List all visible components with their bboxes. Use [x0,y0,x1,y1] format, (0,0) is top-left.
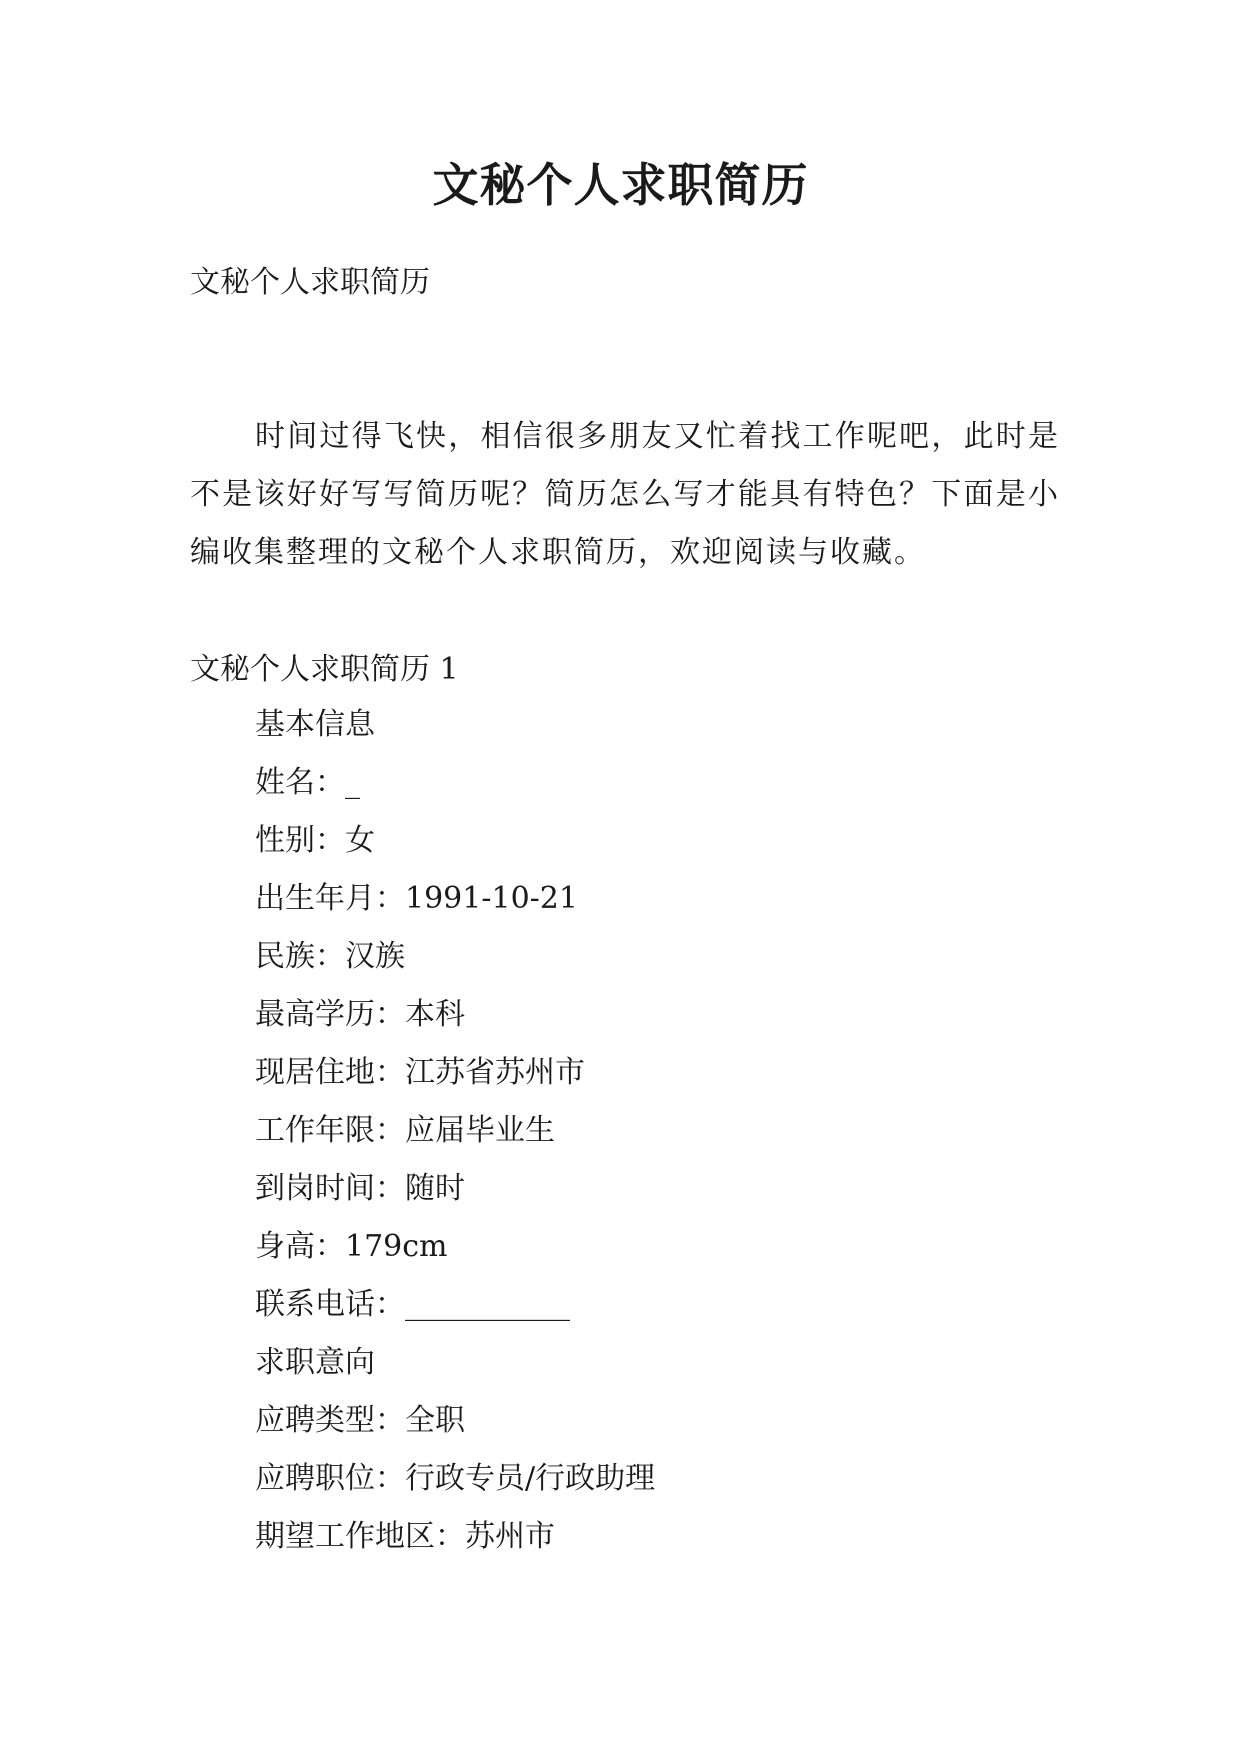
document-title: 文秘个人求职简历 [432,158,809,212]
intent-heading: 求职意向 [255,1345,375,1380]
field-availability: 到岗时间：随时 [255,1171,465,1206]
field-work-years: 工作年限：应届毕业生 [255,1113,555,1148]
intent-position: 应聘职位：行政专员/行政助理 [255,1461,656,1496]
field-ethnicity: 民族：汉族 [255,939,405,974]
intent-type: 应聘类型：全职 [255,1403,465,1438]
field-residence: 现居住地：江苏省苏州市 [255,1055,585,1090]
document-subtitle: 文秘个人求职简历 [190,265,430,300]
section-title: 文秘个人求职简历 1 [190,652,459,687]
field-phone: 联系电话：___________ [255,1287,570,1322]
field-name: 姓名：_ [255,765,360,800]
field-gender: 性别：女 [255,823,375,858]
basic-info-heading: 基本信息 [255,707,375,742]
field-education: 最高学历：本科 [255,997,465,1032]
intent-location: 期望工作地区：苏州市 [255,1519,555,1554]
field-height: 身高：179cm [255,1229,448,1264]
field-birth-date: 出生年月：1991-10-21 [255,881,578,916]
intro-paragraph: 时间过得飞快，相信很多朋友又忙着找工作呢吧，此时是不是该好好写写简历呢？简历怎么写才能具有特色？下面是小编收集整理的文秘个人求职简历，欢迎阅读与收藏。 [190,419,1060,570]
